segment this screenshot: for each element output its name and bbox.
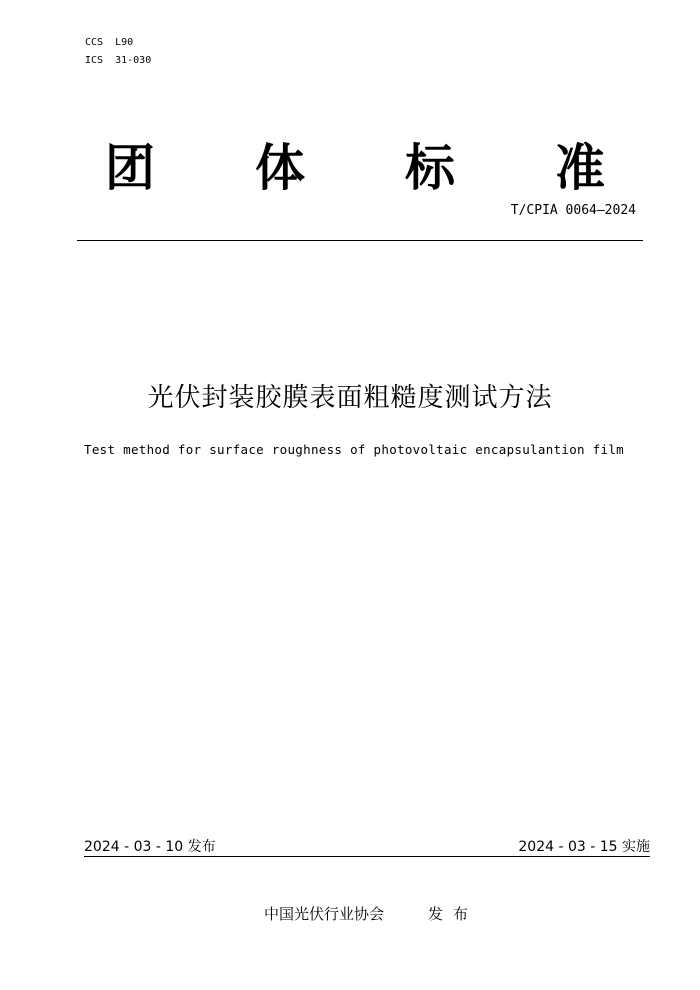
- standard-type-char: 准: [555, 138, 605, 197]
- standard-number: T/CPIA 0064—2024: [510, 203, 636, 218]
- ics-code: ICS 31-030: [85, 55, 152, 66]
- standard-type-char: 标: [405, 138, 455, 197]
- standard-type-char: 体: [255, 138, 305, 197]
- publisher-name: 中国光伏行业协会: [264, 905, 385, 923]
- publish-label: 发布: [428, 905, 479, 923]
- title-english: Test method for surface roughness of photovoltaic encapsulantion film: [84, 442, 624, 457]
- implementation-date: 2024 - 03 - 15 实施: [518, 839, 650, 855]
- title-chinese: 光伏封装胶膜表面粗糙度测试方法: [147, 383, 553, 413]
- issue-date: 2024 - 03 - 10 发布: [84, 839, 216, 855]
- footer-divider: [84, 856, 650, 857]
- header-divider: [77, 240, 643, 241]
- ccs-code: CCS L90: [85, 37, 134, 48]
- standard-type-char: 团: [105, 138, 155, 197]
